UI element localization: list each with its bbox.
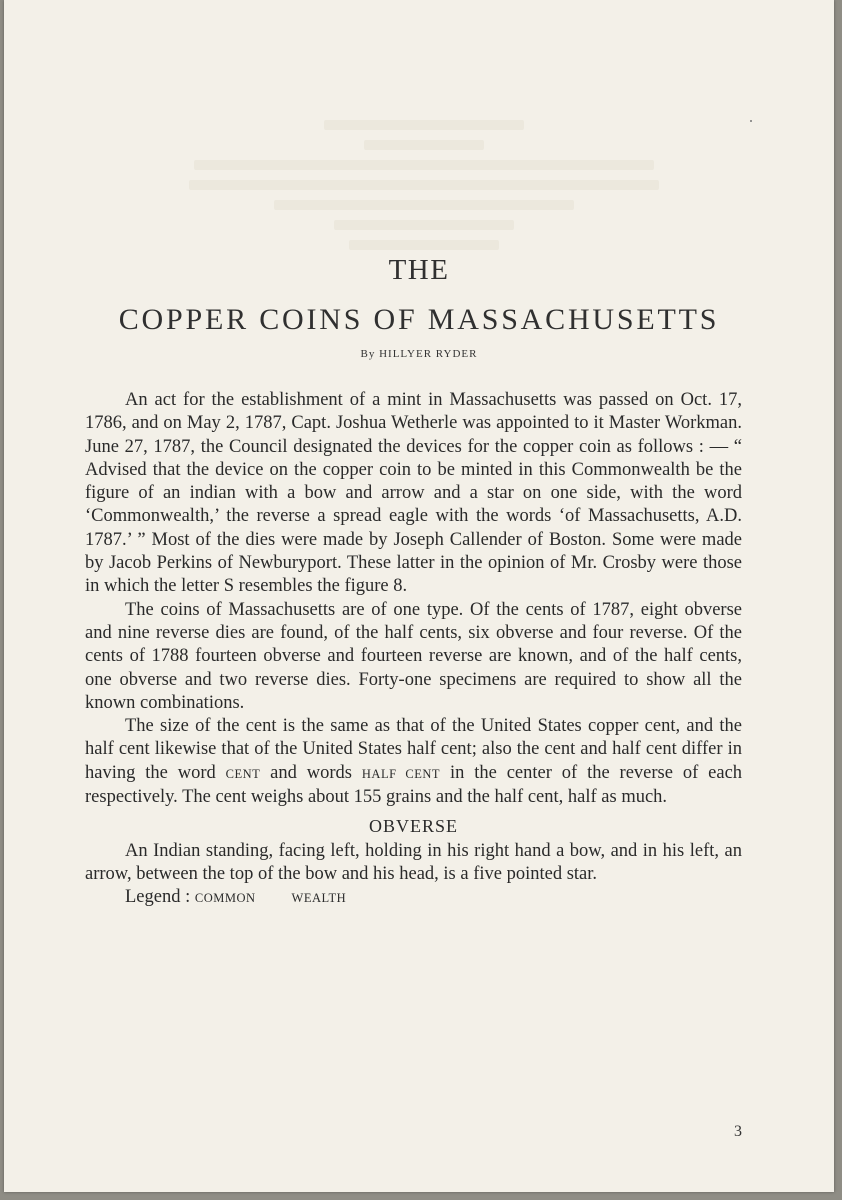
paragraph-3-part-c: in the center of the reverse of each respectively. The cent weighs about 155 grains and the half cent, half as much.: [85, 762, 743, 808]
word-cent: CENT: [225, 766, 261, 781]
word-half-cent: HALF CENT: [361, 766, 441, 781]
byline: [4, 348, 834, 360]
page-number: 3: [734, 1123, 742, 1140]
paper-speck: [750, 120, 752, 122]
paragraph-2: The coins of Massachusetts are of one type. Of the cents of 1787, eight obverse and nine reverse dies are found, of the half cents, six obverse and four reverse. Of the cents of 1788 fourteen obverse and fourteen reverse are known, and of the half cents, one obverse and two reverse dies. Forty-one specimens are required to show all the known combinations.: [85, 599, 742, 713]
byline-author: HILLYER RYDER: [379, 348, 478, 360]
paragraph-3-part-a: The size of the cent is the same as that of the United States copper cent, and the half cent likewise that of the United States half cent; also the cent and half cent differ in having the word: [85, 716, 742, 783]
obverse-description: An Indian standing, facing left, holding in his right hand a bow, and in his left, an arrow, between the top of the bow and his head, is a five pointed star.: [85, 840, 742, 884]
legend-label: Legend :: [125, 887, 191, 908]
title-line-2: COPPER COINS OF MASSACHUSETTS: [118, 303, 720, 336]
legend-word-common: COMMON: [194, 891, 256, 906]
legend-word-wealth: WEALTH: [291, 891, 347, 906]
paragraph-1: An act for the establishment of a mint in Massachusetts was passed on Oct. 17, 1786, and on May 2, 1787, Capt. Joshua Wetherle was appointed to it Master Workman. June 27, 1787, the Council designated the devices for the copper coin as follows : — “ Advised that the device on the copper coin to be minted in this Commonwealth be the figure of an indian with a bow and arrow and a star on one side, with the word ‘Commonwealth,’ the reverse a spread eagle with the words ‘of Massachusetts, A.D. 1787.’ ” Most of the dies were made by Joseph Callender of Boston. Some were made by Jacob Perkins of Newburyport. These latter in the opinion of Mr. Crosby were those in which the letter S resembles the figure 8.: [85, 390, 742, 597]
article-body: [85, 389, 742, 911]
legend-line: [85, 886, 742, 910]
document-page: [4, 0, 834, 1192]
title-line-1: THE: [388, 254, 450, 286]
paragraph-3-part-b: and words: [270, 762, 352, 783]
paragraph-3: [85, 715, 742, 809]
byline-prefix: By: [360, 348, 376, 360]
bleed-through-text: [184, 110, 664, 260]
obverse-heading: OBVERSE: [368, 816, 458, 837]
